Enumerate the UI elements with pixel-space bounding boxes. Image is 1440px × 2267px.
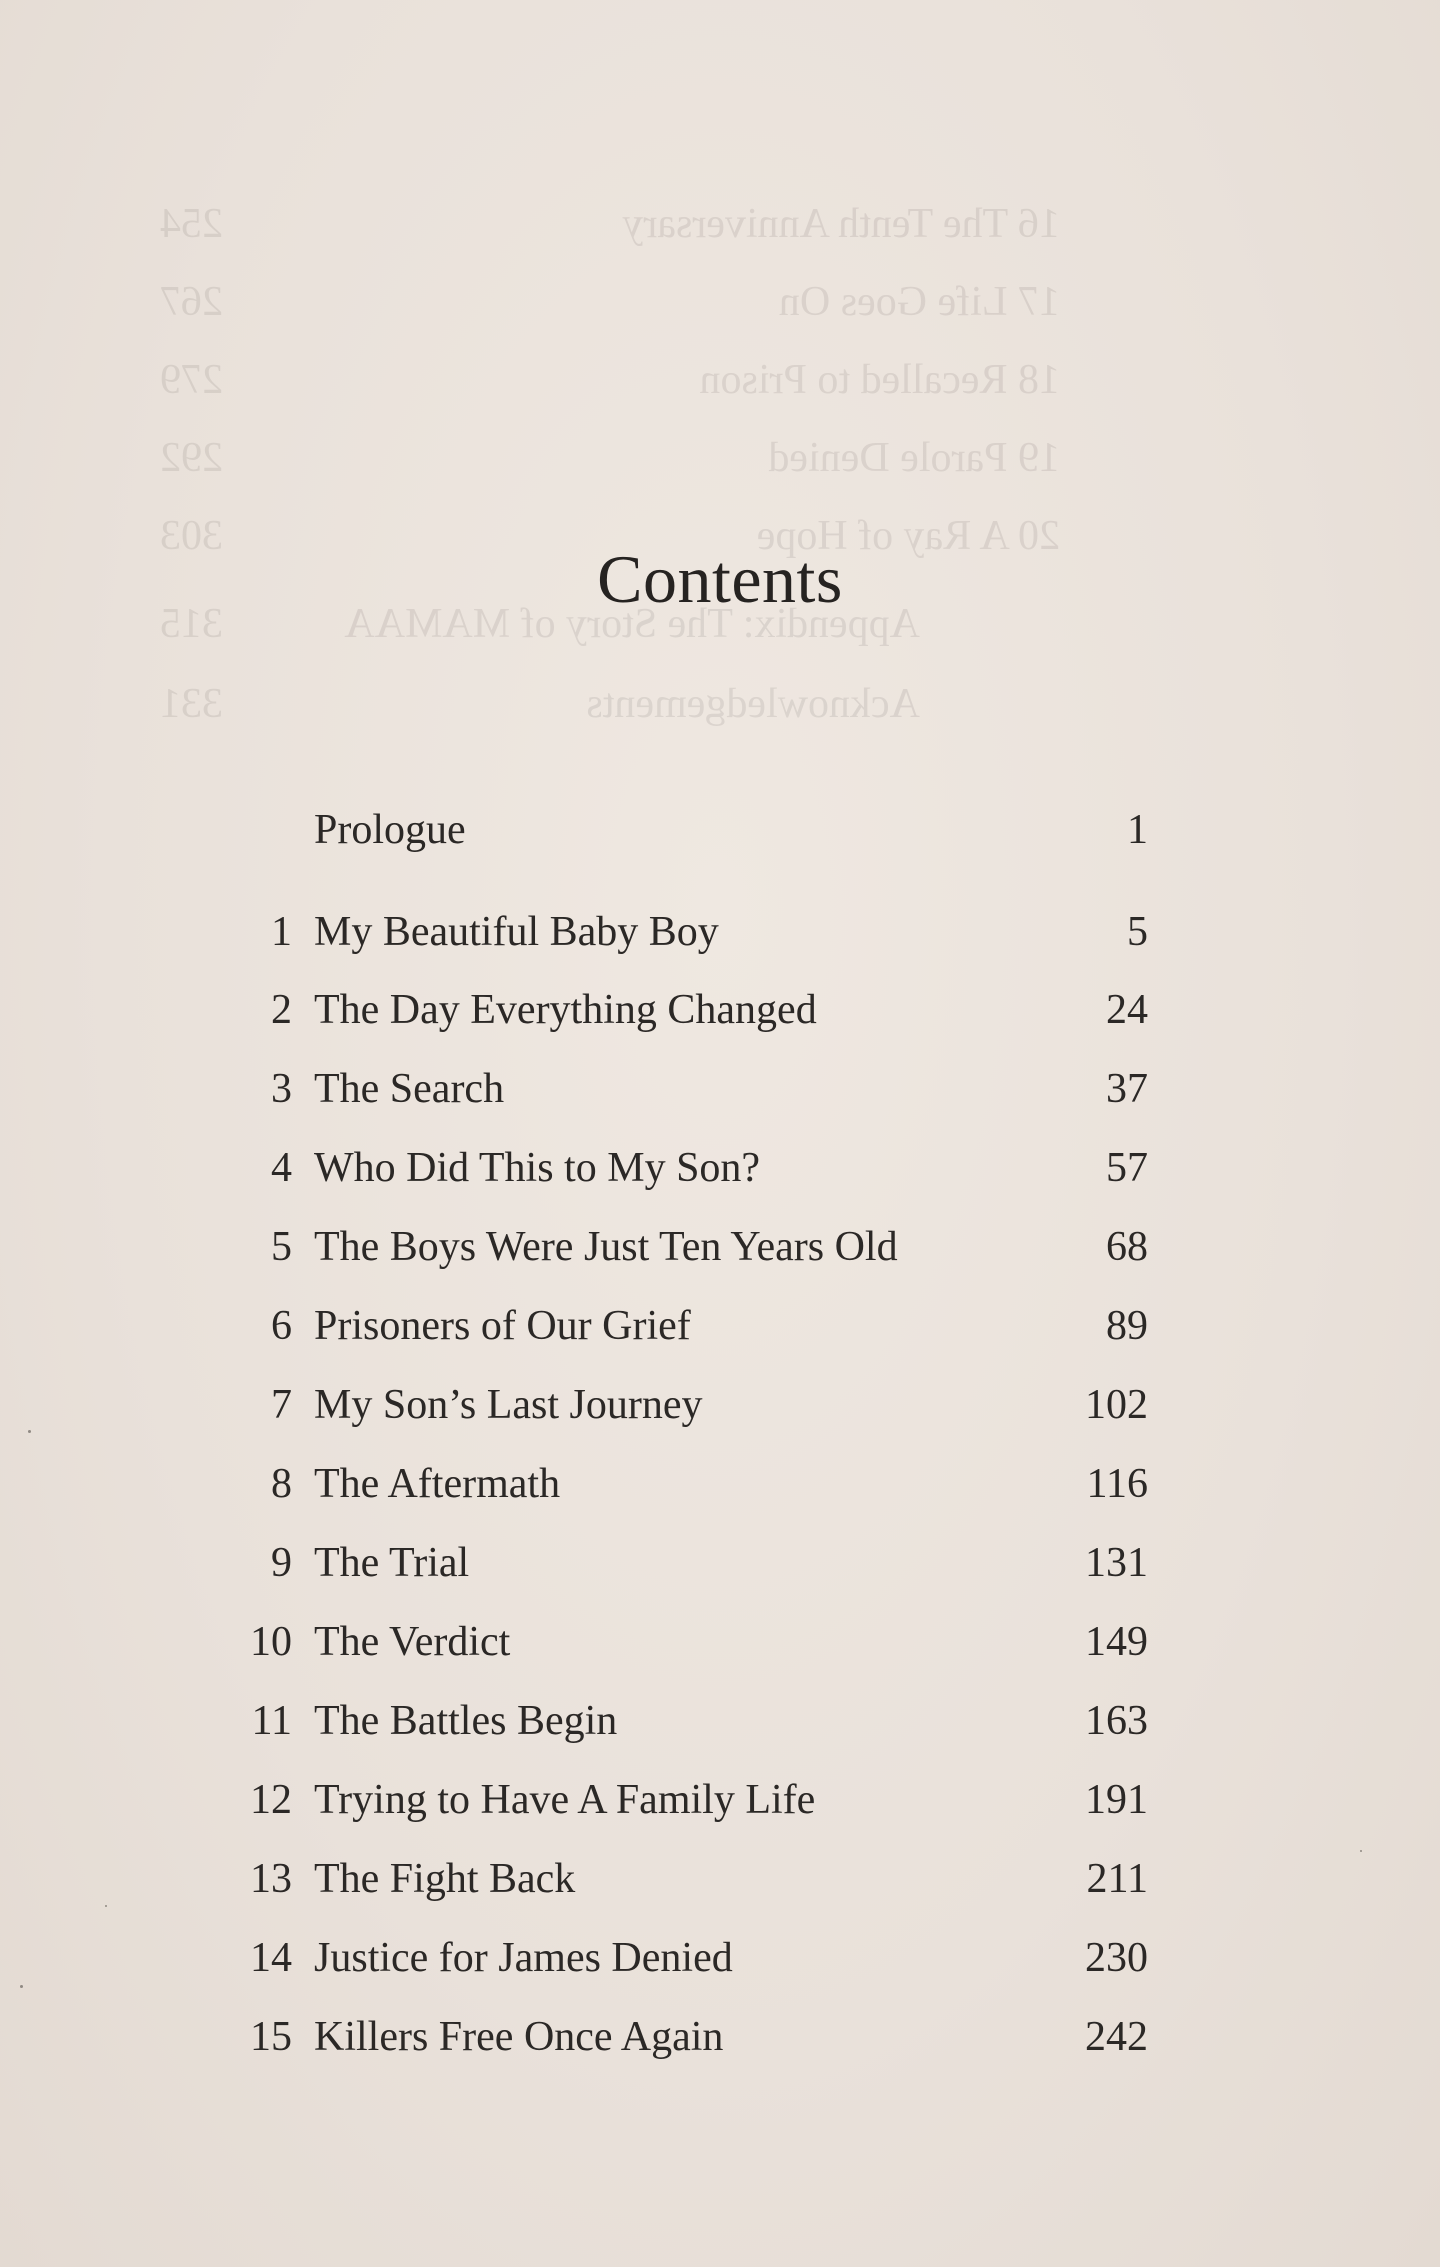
toc-entry-title: The Trial [314, 1540, 470, 1586]
toc-entry-number: 3 [271, 1066, 292, 1112]
toc-entry-page: 131 [1085, 1540, 1148, 1586]
toc-entry-title: The Battles Begin [314, 1698, 618, 1744]
toc-entry-page: 191 [1085, 1777, 1148, 1823]
toc-entry-page: 57 [1106, 1145, 1148, 1191]
toc-entry-title: The Day Everything Changed [314, 987, 817, 1033]
toc-entry-number: 2 [271, 987, 292, 1033]
toc-entry-number: 8 [271, 1461, 292, 1507]
toc-entry [0, 1928, 1440, 1988]
paper-speck [1360, 1850, 1362, 1852]
show-through-entry: Acknowledgements 331 [160, 681, 920, 727]
toc-entry-number: 14 [250, 1935, 292, 1981]
toc-entry-page: 37 [1106, 1066, 1148, 1112]
toc-entry-title: The Boys Were Just Ten Years Old [314, 1224, 898, 1270]
toc-entry-title: Trying to Have A Family Life [314, 1777, 816, 1823]
toc-entry [0, 1217, 1440, 1277]
toc-entry-title: The Verdict [314, 1619, 511, 1665]
toc-entry-number: 11 [251, 1698, 292, 1744]
toc-entry-title: My Son’s Last Journey [314, 1382, 703, 1428]
toc-entry [0, 2007, 1440, 2067]
toc-entry-page: 1 [1127, 807, 1148, 853]
toc-entry-number: 4 [271, 1145, 292, 1191]
toc-entry-page: 163 [1085, 1698, 1148, 1744]
page-title: Contents [597, 541, 843, 617]
toc-entry-page: 89 [1106, 1303, 1148, 1349]
toc-entry [0, 1691, 1440, 1751]
toc-entry-number: 5 [271, 1224, 292, 1270]
toc-entry-page: 5 [1127, 909, 1148, 955]
show-through-entry: 20 A Ray of Hope 303 [160, 513, 1060, 559]
toc-entry [0, 980, 1440, 1040]
toc-entry-title: Who Did This to My Son? [314, 1145, 761, 1191]
show-through-entry: 18 Recalled to Prison 279 [160, 357, 1060, 403]
show-through-entry: 19 Parole Denied 292 [160, 435, 1060, 481]
toc-entry-page: 68 [1106, 1224, 1148, 1270]
paper-speck [105, 1905, 107, 1907]
toc-entry-title: My Beautiful Baby Boy [314, 909, 719, 955]
toc-entry-number: 7 [271, 1382, 292, 1428]
toc-entry [0, 1059, 1440, 1119]
paper-speck [28, 1430, 31, 1433]
toc-entry-page: 230 [1085, 1935, 1148, 1981]
toc-entry-number: 13 [250, 1856, 292, 1902]
toc-entry-prologue [0, 800, 1440, 860]
toc-entry-number: 6 [271, 1303, 292, 1349]
toc-entry [0, 1454, 1440, 1514]
toc-entry-page: 102 [1085, 1382, 1148, 1428]
toc-entry-title: The Aftermath [314, 1461, 561, 1507]
toc-entry-number: 12 [250, 1777, 292, 1823]
toc-entry [0, 1849, 1440, 1909]
toc-entry [0, 1138, 1440, 1198]
toc-entry-page: 242 [1085, 2014, 1148, 2060]
toc-entry-title: The Search [314, 1066, 505, 1112]
toc-entry-title: Prisoners of Our Grief [314, 1303, 691, 1349]
toc-entry-title: Killers Free Once Again [314, 2014, 724, 2060]
toc-entry-number: 10 [250, 1619, 292, 1665]
toc-entry [0, 1296, 1440, 1356]
show-through-entry: 16 The Tenth Anniversary 254 [160, 201, 1060, 247]
toc-entry-number: 1 [271, 909, 292, 955]
toc-entry-number: 15 [250, 2014, 292, 2060]
toc-entry-title: Justice for James Denied [314, 1935, 733, 1981]
toc-entry-page: 24 [1106, 987, 1148, 1033]
paper-speck [20, 1985, 23, 1988]
toc-entry [0, 1533, 1440, 1593]
show-through-entry: 17 Life Goes On 267 [160, 279, 1060, 325]
toc-entry-title: Prologue [314, 807, 466, 853]
toc-entry-page: 116 [1086, 1461, 1148, 1507]
toc-entry-title: The Fight Back [314, 1856, 576, 1902]
show-through-entry: Appendix: The Story of MAMAA 315 [160, 601, 920, 647]
toc-entry-number: 9 [271, 1540, 292, 1586]
toc-entry [0, 1770, 1440, 1830]
toc-entry [0, 1612, 1440, 1672]
toc-entry-page: 149 [1085, 1619, 1148, 1665]
toc-entry-page: 211 [1086, 1856, 1148, 1902]
toc-entry [0, 902, 1440, 962]
toc-entry [0, 1375, 1440, 1435]
